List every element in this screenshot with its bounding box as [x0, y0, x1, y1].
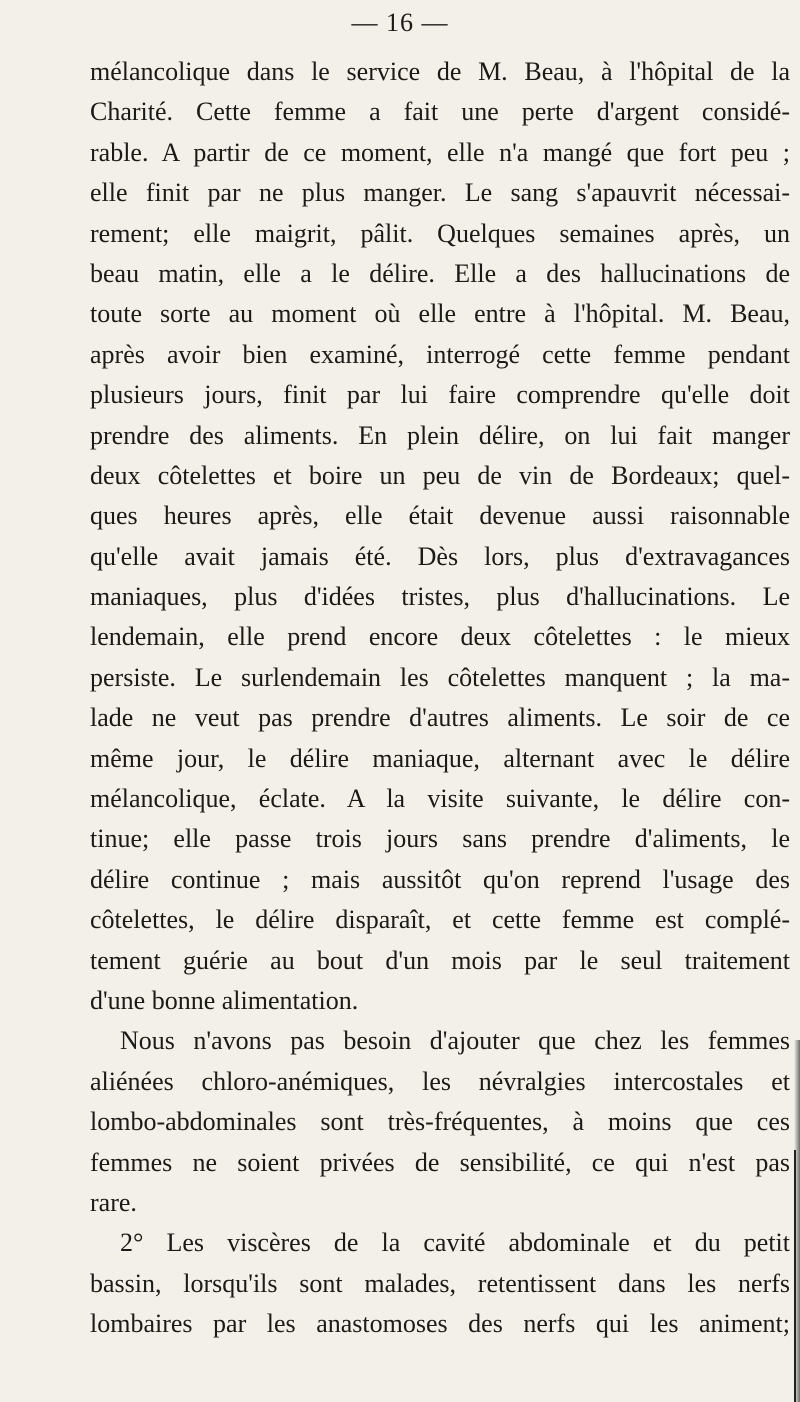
text-line: elle finit par ne plus manger. Le sang s'apauvrit nécessai- [90, 178, 790, 208]
text-line: 2° Les viscères de la cavité abdominale et du petit [120, 1228, 790, 1258]
text-line: lade ne veut pas prendre d'autres aliments. Le soir de ce [90, 703, 790, 733]
text-line: rement; elle maigrit, pâlit. Quelques semaines après, un [90, 218, 790, 248]
text-line: maniaques, plus d'idées tristes, plus d'hallucinations. Le [90, 582, 790, 612]
text-line: ques heures après, elle était devenue aussi raisonnable [90, 501, 790, 531]
text-line: prendre des aliments. En plein délire, on lui fait manger [90, 420, 790, 450]
text-line: rare. [90, 1187, 137, 1217]
text-line: persiste. Le surlendemain les côtelettes manquent ; la ma- [90, 662, 790, 692]
text-line: délire continue ; mais aussitôt qu'on reprend l'usage des [90, 864, 790, 894]
text-line: côtelettes, le délire disparaît, et cette femme est complé- [90, 905, 790, 935]
text-line: d'une bonne alimentation. [90, 985, 359, 1015]
text-line: tement guérie au bout d'un mois par le seul traitement [90, 945, 790, 975]
page-number: — 16 — [351, 8, 449, 37]
text-line: lendemain, elle prend encore deux côtelettes : le mieux [90, 622, 790, 652]
text-line: aliénées chloro-anémiques, les névralgies intercostales et [90, 1066, 790, 1096]
text-line: tinue; elle passe trois jours sans prendre d'aliments, le [90, 824, 790, 854]
page-edge-line [794, 1150, 796, 1402]
text-line: mélancolique, éclate. A la visite suivante, le délire con- [90, 784, 790, 814]
text-line: après avoir bien examiné, interrogé cette femme pendant [90, 339, 790, 369]
text-line: Charité. Cette femme a fait une perte d'argent considé- [90, 97, 790, 127]
text-line: lombo-abdominales sont très-fréquentes, à moins que ces [90, 1107, 790, 1137]
text-line: deux côtelettes et boire un peu de vin de Bordeaux; quel- [90, 460, 790, 490]
text-line: bassin, lorsqu'ils sont malades, retentissent dans les nerfs [90, 1268, 790, 1298]
text-line: beau matin, elle a le délire. Elle a des hallucinations de [90, 258, 790, 288]
text-line: Nous n'avons pas besoin d'ajouter que chez les femmes [120, 1026, 790, 1056]
text-line: qu'elle avait jamais été. Dès lors, plus d'extravagances [90, 541, 790, 571]
body-text [90, 52, 790, 1345]
text-line: même jour, le délire maniaque, alternant avec le délire [90, 743, 790, 773]
text-line: femmes ne soient privées de sensibilité, ce qui n'est pas [90, 1147, 790, 1177]
text-line: rable. A partir de ce moment, elle n'a mangé que fort peu ; [90, 137, 790, 167]
text-line: mélancolique dans le service de M. Beau, à l'hôpital de la [90, 57, 790, 86]
text-line: plusieurs jours, finit par lui faire comprendre qu'elle doit [90, 380, 790, 410]
text-line: lombaires par les anastomoses des nerfs qui les animent; [90, 1309, 790, 1339]
text-line: toute sorte au moment où elle entre à l'hôpital. M. Beau, [90, 299, 790, 329]
